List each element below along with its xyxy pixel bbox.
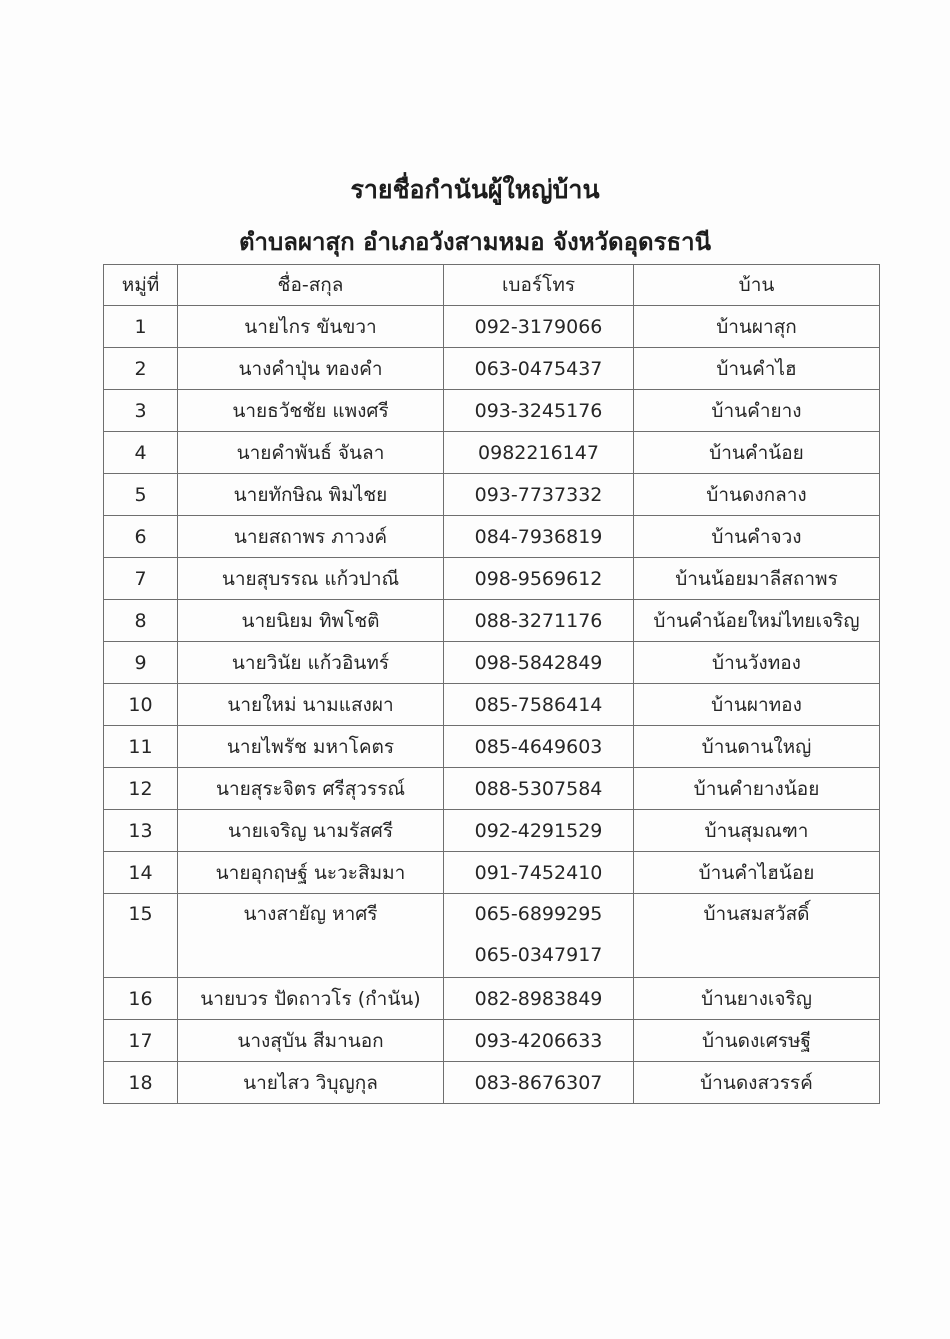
cell-name: นายสุระจิตร ศรีสุวรรณ์ — [178, 768, 444, 810]
cell-name: นายทักษิณ พิมไชย — [178, 474, 444, 516]
cell-village: บ้านยางเจริญ — [634, 978, 880, 1020]
cell-village-no: 5 — [104, 474, 178, 516]
cell-name: นายไพรัช มหาโคตร — [178, 726, 444, 768]
table-row — [104, 684, 880, 726]
cell-village-no: 11 — [104, 726, 178, 768]
cell-village-no: 13 — [104, 810, 178, 852]
cell-village: บ้านน้อยมาลีสถาพร — [634, 558, 880, 600]
cell-phone: 088-5307584 — [444, 768, 634, 810]
cell-village: บ้านคำไฮ — [634, 348, 880, 390]
cell-phone: 0982216147 — [444, 432, 634, 474]
table-row — [104, 726, 880, 768]
header-name: ชื่อ-สกุล — [178, 265, 444, 306]
cell-village: บ้านคำน้อยใหม่ไทยเจริญ — [634, 600, 880, 642]
cell-name: นายบวร ปัดถาวโร (กำนัน) — [178, 978, 444, 1020]
cell-phone: 082-8983849 — [444, 978, 634, 1020]
cell-phone: 098-5842849 — [444, 642, 634, 684]
cell-village: บ้านดงสวรรค์ — [634, 1062, 880, 1104]
table-row — [104, 348, 880, 390]
cell-village: บ้านคำยาง — [634, 390, 880, 432]
cell-name-text: นางสายัญ หาศรี — [243, 903, 378, 925]
cell-name: นายอุกฤษฐ์ นะวะสิมมา — [178, 852, 444, 894]
cell-village-no: 4 — [104, 432, 178, 474]
cell-phone: 085-7586414 — [444, 684, 634, 726]
cell-village-no — [104, 894, 178, 978]
cell-village: บ้านคำไฮน้อย — [634, 852, 880, 894]
table-body — [104, 306, 880, 1104]
table-row — [104, 432, 880, 474]
cell-village-no: 17 — [104, 1020, 178, 1062]
cell-village: บ้านวังทอง — [634, 642, 880, 684]
table-row — [104, 600, 880, 642]
cell-village-no: 12 — [104, 768, 178, 810]
cell-village-no: 16 — [104, 978, 178, 1020]
cell-village: บ้านดงเศรษฐี — [634, 1020, 880, 1062]
table-row — [104, 1020, 880, 1062]
table-row — [104, 768, 880, 810]
cell-village-text: บ้านสมสวัสดิ์ — [703, 903, 810, 925]
cell-village: บ้านคำยางน้อย — [634, 768, 880, 810]
cell-village-no: 1 — [104, 306, 178, 348]
cell-village-no: 6 — [104, 516, 178, 558]
cell-village-no: 3 — [104, 390, 178, 432]
document-title: รายชื่อกำนันผู้ใหญ่บ้าน — [350, 175, 600, 204]
table-row — [104, 306, 880, 348]
cell-village-no: 10 — [104, 684, 178, 726]
cell-name: นายเจริญ นามรัสศรี — [178, 810, 444, 852]
table-row — [104, 516, 880, 558]
cell-village-no: 9 — [104, 642, 178, 684]
cell-name: นายวินัย แก้วอินทร์ — [178, 642, 444, 684]
cell-phone: 093-4206633 — [444, 1020, 634, 1062]
cell-village: บ้านดงกลาง — [634, 474, 880, 516]
cell-name: นางคำปุ่น ทองคำ — [178, 348, 444, 390]
cell-village: บ้านดานใหญ่ — [634, 726, 880, 768]
document-subtitle: ตำบลผาสุก อำเภอวังสามหมอ จังหวัดอุดรธานี — [238, 228, 712, 256]
table-row — [104, 474, 880, 516]
cell-name: นายนิยม ทิพโชติ — [178, 600, 444, 642]
cell-village-no: 7 — [104, 558, 178, 600]
village-headmen-table — [103, 264, 880, 1104]
cell-name — [178, 894, 444, 978]
table-row — [104, 894, 880, 978]
cell-village: บ้านผาทอง — [634, 684, 880, 726]
cell-name: นายสถาพร ภาวงค์ — [178, 516, 444, 558]
cell-phone: 098-9569612 — [444, 558, 634, 600]
cell-name: นายคำพันธ์ จันลา — [178, 432, 444, 474]
cell-phone: 092-4291529 — [444, 810, 634, 852]
cell-village-no-text: 15 — [128, 903, 153, 925]
phone-number: 065-0347917 — [474, 944, 603, 966]
cell-name: นายไกร ขันขวา — [178, 306, 444, 348]
cell-phone: 093-7737332 — [444, 474, 634, 516]
header-village: บ้าน — [634, 265, 880, 306]
table-row — [104, 810, 880, 852]
cell-phone: 091-7452410 — [444, 852, 634, 894]
cell-village: บ้านผาสุก — [634, 306, 880, 348]
cell-name: นางสุบัน สีมานอก — [178, 1020, 444, 1062]
cell-phone — [444, 894, 634, 978]
cell-phone: 084-7936819 — [444, 516, 634, 558]
phone-number: 065-6899295 — [474, 903, 603, 925]
cell-phone: 093-3245176 — [444, 390, 634, 432]
table-row — [104, 852, 880, 894]
cell-village: บ้านสุมณฑา — [634, 810, 880, 852]
cell-phone: 088-3271176 — [444, 600, 634, 642]
cell-village: บ้านคำน้อย — [634, 432, 880, 474]
cell-village-no: 8 — [104, 600, 178, 642]
cell-phone: 092-3179066 — [444, 306, 634, 348]
table-header-row — [104, 265, 880, 306]
header-phone: เบอร์โทร — [444, 265, 634, 306]
table-row — [104, 1062, 880, 1104]
cell-phone: 083-8676307 — [444, 1062, 634, 1104]
table-row — [104, 978, 880, 1020]
cell-name: นายธวัชชัย แพงศรี — [178, 390, 444, 432]
table-row — [104, 558, 880, 600]
cell-name: นายสุบรรณ แก้วปาณี — [178, 558, 444, 600]
cell-name: นายไสว วิบุญกุล — [178, 1062, 444, 1104]
header-village-no: หมู่ที่ — [104, 265, 178, 306]
table-row — [104, 390, 880, 432]
cell-village-no: 14 — [104, 852, 178, 894]
table-row — [104, 642, 880, 684]
cell-village-no: 2 — [104, 348, 178, 390]
cell-name: นายใหม่ นามแสงผา — [178, 684, 444, 726]
cell-phone: 085-4649603 — [444, 726, 634, 768]
cell-phone: 063-0475437 — [444, 348, 634, 390]
cell-village-no: 18 — [104, 1062, 178, 1104]
cell-village: บ้านคำจวง — [634, 516, 880, 558]
cell-village — [634, 894, 880, 978]
